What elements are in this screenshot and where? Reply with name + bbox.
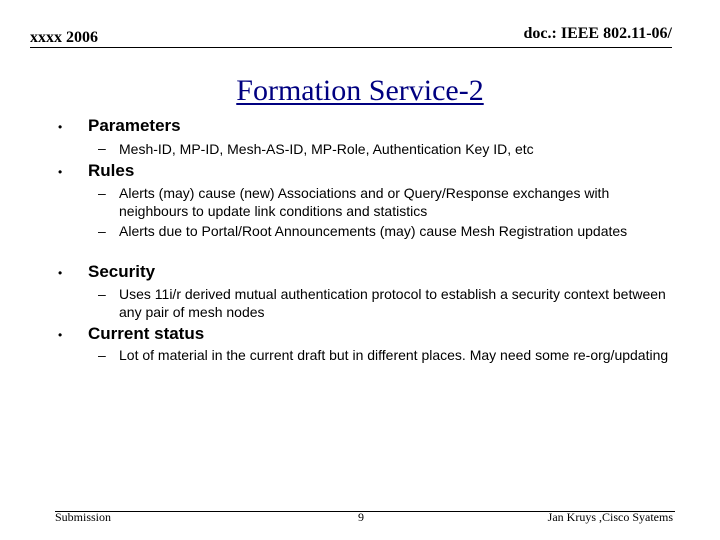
bullet-icon: •: [58, 328, 63, 342]
section-heading-security: Security: [88, 262, 156, 281]
footer-submission: Submission: [55, 510, 112, 524]
dash-icon: –: [98, 286, 106, 302]
footer-author: Jan Kruys ,Cisco Syatems: [547, 510, 673, 524]
footer-page-number: 9: [358, 510, 364, 524]
dash-icon: –: [98, 223, 106, 239]
bullet-icon: •: [58, 120, 63, 134]
header-date: xxxx 2006: [30, 29, 98, 46]
rules-item: Alerts (may) cause (new) Associations and or Query/Response exchanges with neighbours to update link conditions and statistics: [119, 185, 610, 219]
current-status-item: Lot of material in the current draft but in different places. May need some re-org/updating: [119, 347, 669, 363]
dash-icon: –: [98, 185, 106, 201]
slide-title: Formation Service-2: [236, 74, 484, 107]
dash-icon: –: [98, 347, 106, 363]
rules-item: Alerts due to Portal/Root Announcements (may) cause Mesh Registration updates: [119, 223, 628, 239]
bullet-icon: •: [58, 266, 63, 280]
section-heading-parameters: Parameters: [88, 116, 181, 135]
header-doc-id: doc.: IEEE 802.11-06/: [523, 25, 672, 42]
dash-icon: –: [98, 140, 106, 156]
bullet-icon: •: [58, 165, 63, 179]
header-divider: [30, 47, 672, 48]
section-heading-rules: Rules: [88, 161, 135, 180]
section-heading-current-status: Current status: [88, 324, 205, 343]
parameters-item: Mesh-ID, MP-ID, Mesh-AS-ID, MP-Role, Authentication Key ID, etc: [119, 141, 534, 157]
security-item: Uses 11i/r derived mutual authentication protocol to establish a security context between any pair of mesh nodes: [119, 286, 666, 320]
